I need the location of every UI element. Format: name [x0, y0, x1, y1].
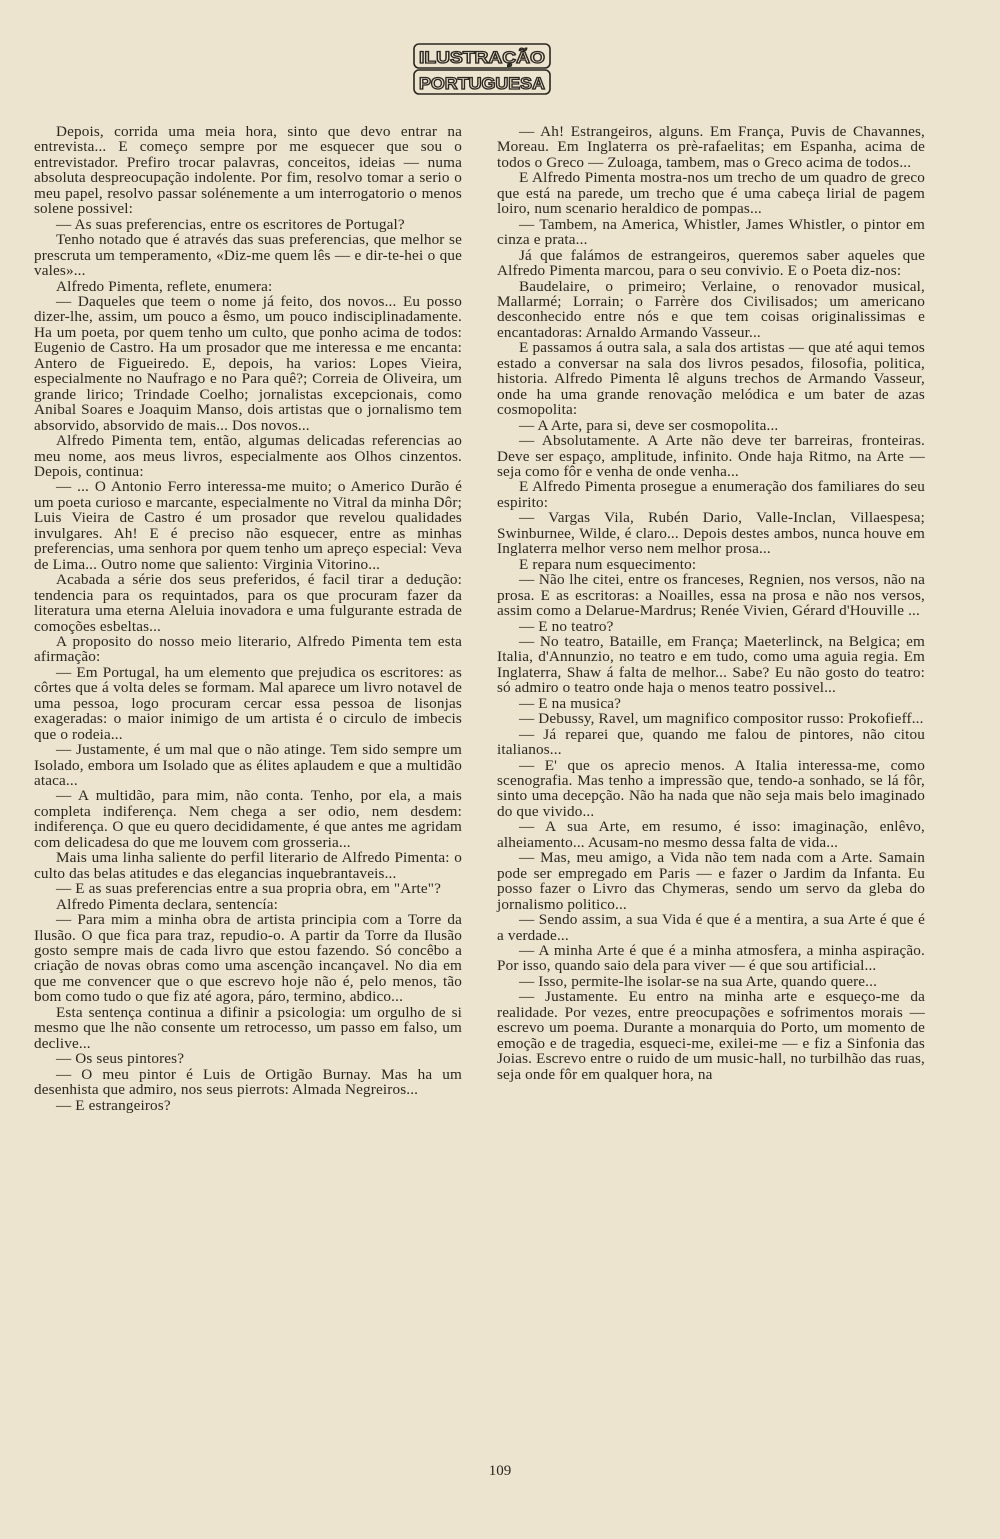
paragraph: — A minha Arte é que é a minha atmosfera, a minha aspiração. Por isso, quando saio dela para viver — é que sou artificial... [497, 942, 925, 975]
paragraph: — E' que os aprecio menos. A Italia interessa-me, como scenografia. Mas tenho a impressão que, tendo-a sonhado, se lá fôr, sinto uma decepção. Não ha nada que não seja mais belo imaginado do que vivido... [497, 756, 925, 820]
paragraph: E passamos á outra sala, a sala dos artistas — que até aqui temos estado a conversar na sala dos livros pesados, filosofia, politica, historia. Alfredo Pimenta lê alguns trechos de Armando Vasseur, onde ha uma grande renovação melódica e um bater de azas cosmopolita: [497, 339, 925, 419]
paragraph: — E estrangeiros? [56, 1096, 171, 1114]
masthead-logo-art [412, 42, 552, 98]
paragraph: Tenho notado que é através das suas preferencias, que melhor se prescruta um temperamento, «Diz-me quem lês — e dir-te-hei o que vales»... [34, 231, 462, 280]
page-number: 109 [488, 1463, 512, 1479]
paragraph: A proposito do nosso meio literario, Alfredo Pimenta tem esta afirmação: [34, 632, 462, 666]
paragraph: Já que falámos de estrangeiros, queremos saber aqueles que Alfredo Pimenta marcou, para o seu convivio. E o Poeta diz-nos: [497, 246, 925, 280]
paragraph: E repara num esquecimento: [519, 555, 697, 573]
paragraph: — O meu pintor é Luis de Ortigão Burnay. Mas ha um desenhista que admiro, nos seus pierrots: Almada Negreiros... [34, 1065, 462, 1099]
paragraph: — Em Portugal, ha um elemento que prejudica os escritores: as côrtes que á volta deles se formam. Mal aparece um livro notavel de uma pessoa, logo procuram cercar essa pessoa de lisonjas exageradas: o maior inimigo de um artista é o circulo de imbecis que o rodeia... [34, 663, 462, 743]
paragraph: Esta sentença continua a difinir a psicologia: um orgulho de si mesmo que lhe não consente um retrocesso, um passo em falso, um declive... [34, 1003, 462, 1052]
paragraph: — Absolutamente. A Arte não deve ter barreiras, fronteiras. Deve ser espaço, amplitude, infinito. Onde haja Ritmo, na Arte — seja como fôr e venha de onde venha... [497, 432, 925, 480]
paragraph: — Mas, meu amigo, a Vida não tem nada com a Arte. Samain pode ser empregado em Paris — e fazer o Jardim da Infanta. Eu posso fazer o Livro das Chymeras, sendo um servo da gleba do jornalismo politico... [497, 849, 925, 913]
paragraph: — Para mim a minha obra de artista principia com a Torre da Ilusão. O que fica para traz, repudio-o. A partir da Torre da Ilusão gosto sempre mais de cada livro que estou fazendo. Só concêbo a criação de novas obras como uma ascenção incançavel. No dia em que me convencer que o que escrevo hoje não é, pelo menos, tão bom como tudo o que fiz até agora, páro, termino, abdico... [34, 911, 462, 1006]
paragraph: Alfredo Pimenta tem, então, algumas delicadas referencias ao meu nome, aos meus livros, especialmente aos Olhos cinzentos. Depois, continua: [34, 432, 462, 480]
paragraph: — Daqueles que teem o nome já feito, dos novos... Eu posso dizer-lhe, assim, um pouco a êsmo, um pouco indisciplinadamente. Ha um poeta, por quem tenho um culto, que ponho acima de todos: Eugenio de Castro. Ha um prosador que me interessa e me encanta: Antero de Figueiredo. E, depois, ha varios: Lopes Vieira, especialmente no Naufrago e no Para quê?; Correia de Oliveira, um grande lirico; Trindade Coelho; jornalistas excepcionais, como Anibal Soares e Joaquim Manso, dois artistas que o jornalismo tem absorvido, absorvido de mais... Dos novos... [34, 292, 462, 434]
paragraph: — Não lhe citei, entre os franceses, Regnien, nos versos, não na prosa. E as escritoras: a Noailles, essa na prosa e não nos versos, assim como a Delarue-Mardrus; Renée Vivien, Gérard d'Houville ... [497, 571, 925, 620]
paragraph: E Alfredo Pimenta prosegue a enumeração dos familiares do seu espirito: [497, 478, 925, 511]
paragraph: — Vargas Vila, Rubén Dario, Valle-Inclan, Villaespesa; Swinburnee, Wilde, é claro... Depois destes ambos, nunca houve em Inglaterra melhor verso nem melhor prosa... [497, 509, 925, 558]
paragraph: — A Arte, para si, deve ser cosmopolita... [519, 416, 779, 434]
paragraph: — Sendo assim, a sua Vida é que é a mentira, a sua Arte é que é a verdade... [497, 911, 925, 944]
paragraph: — Tambem, na America, Whistler, James Whistler, o pintor em cinza e prata... [497, 215, 925, 249]
paragraph: Alfredo Pimenta declara, sentencía: [56, 895, 278, 913]
paragraph: — Isso, permite-lhe isolar-se na sua Arte, quando quere... [519, 972, 878, 990]
paragraph: — As suas preferencias, entre os escritores de Portugal? [56, 215, 405, 233]
paragraph: — ... O Antonio Ferro interessa-me muito; o Americo Durão é um poeta curioso e marcante, especialmente no Vitral da minha Dôr; Luis Vieira de Castro é um prosador que revelou qualidades invulgares. Ah! E é preciso não esquecer, entre as minhas preferencias, uma senhora por quem tenho um apreço especial: Veva de Lima... Outro nome que saliento: Virginia Vitorino... [34, 478, 462, 573]
paragraph: — Já reparei que, quando me falou de pintores, não citou italianos... [497, 725, 925, 759]
paragraph: — Ah! Estrangeiros, alguns. Em França, Puvis de Chavannes, Moreau. Em Inglaterra os prè-rafaelitas; em Espanha, acima de todos o Greco — Zuloaga, tambem, mas o Greco acima de todos... [497, 123, 925, 171]
paragraph: Acabada a série dos seus preferidos, é facil tirar a dedução: tendencia para os requintados, para os que procuram fazer da literatura uma eterna Aleluia inovadora e uma fulgurante estrada de comoções esbeltas... [34, 571, 462, 635]
paragraph: — Justamente. Eu entro na minha arte e esqueço-me da realidade. Por vezes, entre preocupações e sofrimentos morais — escrevo um poema. Durante a monarquia do Porto, um momento de emoção e de tragedia, esqueci-me, exilei-me — e fiz a Sinfonia das Joias. Escrevo entre o ruido de um music-hall, no turbilhão das ruas, seja onde fôr em qualquer hora, na [497, 988, 925, 1083]
masthead-logo [412, 42, 552, 98]
paragraph: — E na musica? [519, 694, 622, 712]
paragraph: Alfredo Pimenta, reflete, enumera: [56, 277, 273, 295]
paragraph: — Justamente, é um mal que o não atinge. Tem sido sempre um Isolado, embora um Isolado que as élites aplaudem e que a multidão ataca... [34, 741, 462, 790]
masthead-line-1: ILUSTRAÇÃO [419, 48, 531, 67]
paragraph: — Os seus pintores? [56, 1050, 185, 1068]
paragraph: Baudelaire, o primeiro; Verlaine, o renovador musical, Mallarmé; Lorrain; o Farrère dos Civilisados; um americano desconhecido entre nós e que tem coisas originalissimas e encantadoras: Arnaldo Armando Vasseur... [497, 277, 925, 341]
paragraph: — E no teatro? [519, 617, 614, 635]
paragraph: — Debussy, Ravel, um magnifico compositor russo: Prokofieff... [519, 710, 924, 728]
paragraph: Mais uma linha saliente do perfil literario de Alfredo Pimenta: o culto das belas atitudes e das elegancias inquebrantaveis... [34, 849, 462, 882]
paragraph: — No teatro, Bataille, em França; Maeterlinck, na Belgica; em Italia, d'Annunzio, no teatro e em tudo, como uma aguia regia. Em Inglaterra, Shaw á falta de melhor... Sabe? Eu não gosto do teatro: só admiro o teatro onde haja o menos teatro possivel... [497, 632, 925, 697]
paragraph: — A multidão, para mim, não conta. Tenho, por ela, a mais completa indiferença. Nem chega a ser odio, nem desdem: indiferença. O que eu quero decididamente, é que antes me agridam com delicadesa do que me louvem com grosseria... [34, 787, 462, 851]
paragraph: — E as suas preferencias entre a sua propria obra, em "Arte"? [56, 880, 442, 898]
right-column [497, 124, 925, 1082]
left-column [34, 124, 462, 1113]
paragraph: Depois, corrida uma meia hora, sinto que devo entrar na entrevista... E começo sempre por me esquecer que sou o entrevistador. Prefiro trocar palavras, conceitos, ideias — numa absoluta despreocupação indolente. Por fim, resolvo tomar a serio o meu papel, resolvo passar solénemente a um interrogatorio o menos solene possivel: [34, 123, 462, 218]
paragraph: — A sua Arte, em resumo, é isso: imaginação, enlêvo, alheiamento... Acusam-no mesmo dessa falta de vida... [497, 818, 925, 851]
paragraph: E Alfredo Pimenta mostra-nos um trecho de um quadro de greco que está na parede, um trecho que é uma cabeça lirial de pagem loiro, num scenario heraldico de pompas... [497, 169, 925, 218]
masthead-line-2: PORTUGUESA [419, 74, 545, 93]
